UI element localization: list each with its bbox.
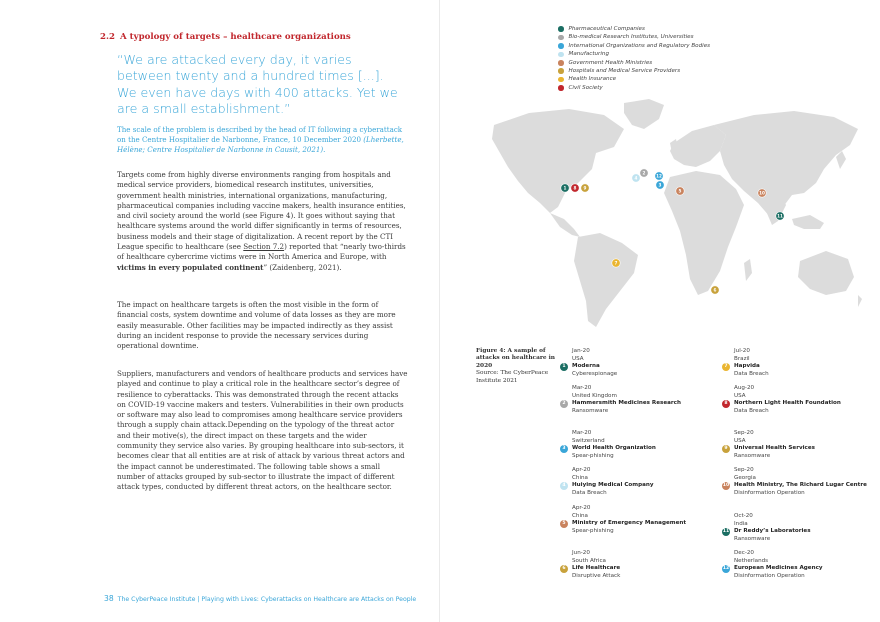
- entry-number-badge: 2: [560, 400, 568, 408]
- attack-entry: [562, 550, 712, 580]
- svg-text:8: 8: [573, 185, 577, 191]
- legend-label: International Organizations and Regulatory Bodies: [568, 42, 711, 49]
- entry-attack-type: Ransomware: [572, 407, 609, 414]
- entry-attack-type: Data Breach: [572, 489, 607, 496]
- entry-attack-type: Disruptive Attack: [572, 572, 621, 579]
- svg-text:3: 3: [658, 182, 662, 188]
- paragraph-targets: [117, 170, 409, 273]
- entry-number-badge: 5: [560, 520, 568, 528]
- attack-entry: [722, 467, 874, 497]
- entry-date: Jun-20: [572, 550, 590, 556]
- entry-organization: [562, 445, 712, 453]
- svg-text:9: 9: [583, 185, 587, 191]
- entry-country: Georgia: [734, 474, 756, 481]
- entry-country: United Kingdom: [572, 392, 617, 399]
- legend-label: Health Insurance: [568, 76, 617, 83]
- legend-label: Pharmaceutical Companies: [568, 26, 645, 32]
- para1-bold: victims in every populated continent: [117, 262, 264, 272]
- attack-entry: [724, 385, 874, 415]
- entry-number-badge: 8: [722, 400, 730, 408]
- entry-number-badge: 9: [722, 445, 730, 453]
- svg-text:5: 5: [678, 188, 682, 194]
- figure-source: Source: The CyberPeace Institute 2021: [476, 370, 549, 384]
- entry-date: Oct-20: [734, 513, 753, 519]
- entry-org-name: Huiying Medical Company: [572, 482, 654, 489]
- legend-label: Bio-medical Research Institutes, Universities: [568, 34, 694, 41]
- entry-org-name: World Health Organization: [572, 445, 656, 452]
- entry-date: Sep-20: [734, 467, 754, 473]
- entry-country: China: [572, 474, 588, 481]
- svg-text:1: 1: [563, 185, 567, 191]
- entry-country: Netherlands: [734, 557, 769, 564]
- entry-organization: [722, 528, 874, 536]
- entry-organization: [724, 363, 874, 371]
- section-number: 2.2: [100, 32, 115, 42]
- entry-country: China: [572, 512, 588, 519]
- entry-country: India: [734, 520, 748, 527]
- entry-attack-type: Ransomware: [734, 535, 771, 542]
- attack-entry: [724, 430, 874, 460]
- entry-organization: [562, 400, 712, 408]
- entry-organization: [562, 520, 712, 528]
- entry-date: Dec-20: [734, 550, 754, 556]
- entry-date: Aug-20: [734, 385, 755, 391]
- entry-org-name: Health Ministry, The Richard Lugar Centre: [734, 482, 867, 489]
- quote-citation: (Lherbette, Hélène; Centre Hospitalier de Narbonne in Causit, 2021).: [117, 135, 404, 155]
- attack-entry: [722, 513, 874, 543]
- svg-text:4: 4: [634, 175, 638, 181]
- page-number: 38: [104, 594, 114, 603]
- entry-org-name: Universal Health Services: [734, 445, 815, 452]
- quote-source: [117, 125, 407, 156]
- attack-entries: [440, 0, 880, 622]
- svg-text:2: 2: [642, 170, 646, 176]
- entry-date: Mar-20: [572, 430, 592, 436]
- legend-label: Civil Society: [568, 84, 603, 91]
- attack-entry: [562, 430, 712, 460]
- entry-organization: [724, 400, 874, 408]
- entry-organization: [722, 482, 874, 490]
- entry-attack-type: Disinformation Operation: [734, 489, 805, 496]
- right-page: [440, 0, 880, 622]
- entry-attack-type: Disinformation Operation: [734, 572, 805, 579]
- attack-entry: [562, 505, 712, 535]
- entry-number-badge: 7: [722, 363, 730, 371]
- attack-entry: [722, 550, 874, 580]
- entry-number-badge: 11: [722, 529, 730, 535]
- entry-attack-type: Data Breach: [734, 407, 769, 414]
- entry-country: South Africa: [572, 557, 606, 564]
- pull-quote: “We are attacked every day, it varies between twenty and a hundred times [...]. We even have days with 400 attacks. Yet we are a small establishment.”: [117, 52, 398, 117]
- entry-org-name: Ministry of Emergency Management: [572, 520, 687, 527]
- entry-number-badge: 12: [722, 566, 730, 572]
- page-footer: [104, 594, 416, 603]
- entry-attack-type: Spear-phishing: [572, 452, 614, 459]
- paragraph-impact: The impact on healthcare targets is often the most visible in the form of financial costs, system downtime and volume of data losses as they are more easily measurable. Other facilities may be impacted indirectly as they assist during an incident response to provide the necessary services during operational downtime.: [117, 300, 396, 351]
- entry-org-name: Hapvida: [734, 363, 760, 370]
- entry-org-name: European Medicines Agency: [734, 565, 823, 572]
- quote-source-text: The scale of the problem is described by the head of IT following a cyberattack on the Centre Hospitalier de Narbonne, France, 10 December 2020: [117, 125, 403, 145]
- footer-text: The CyberPeace Institute | Playing with Lives: Cyberattacks on Healthcare are Attacks on People: [117, 596, 417, 603]
- entry-organization: [562, 363, 712, 371]
- section-title: A typology of targets – healthcare organizations: [119, 32, 351, 42]
- legend-label: Government Health Ministries: [568, 59, 653, 66]
- section-7-2-link[interactable]: Section 7.2: [243, 242, 285, 252]
- entry-organization: [562, 565, 712, 573]
- para1-part-a: Targets come from highly diverse environments ranging from hospitals and medical service providers, biomedical research institutes, universities, government health ministries, international organizations, manufacturing, pharmaceutical companies including vaccine makers, health insurance entities, and civil society around the world (see Figure 4). It goes without saying that healthcare systems around the world differ significantly in terms of resources, business models and their stage of digitalization. A recent report by the CTI League specific to healthcare (see: [117, 170, 406, 252]
- legend-label: Manufacturing: [568, 51, 610, 58]
- entry-country: Brazil: [734, 355, 750, 362]
- svg-text:7: 7: [614, 260, 618, 266]
- entry-organization: [724, 445, 874, 453]
- entry-attack-type: Spear-phishing: [572, 527, 614, 534]
- legend-label: Hospitals and Medical Service Providers: [568, 67, 681, 74]
- entry-date: Jan-20: [572, 348, 590, 354]
- entry-attack-type: Data Breach: [734, 370, 769, 377]
- entry-number-badge: 4: [560, 482, 568, 490]
- paragraph-suppliers: Suppliers, manufacturers and vendors of healthcare products and services have played and continue to play a critical role in the healthcare sector’s degree of resilience to cyberattacks. This was demonstrated through the recent attacks on COVID-19 vaccine makers and testers. Vulnerabilities in their own products or software may also lead to compromises among healthcare service providers through a supply chain attack.Depending on the typology of the threat actor and their motive(s), the direct impact on these targets and the wider community they service also varies. By grouping healthcare into sub-sectors, it becomes clear that all entities are at risk of attack by various threat actors and the impact cannot be underestimated. The following table shows a small number of attacks grouped by sub-sector to illustrate the impact of different attack types, conducted by different threat actors, on the healthcare sector.: [117, 369, 408, 492]
- entry-country: USA: [572, 355, 584, 362]
- entry-number-badge: 6: [560, 565, 568, 573]
- entry-organization: [562, 482, 712, 490]
- attack-entry: [562, 467, 712, 497]
- attack-entry: [724, 348, 874, 378]
- entry-number-badge: 3: [560, 445, 568, 453]
- entry-org-name: Northern Light Health Foundation: [734, 400, 841, 407]
- para1-part-b: ) reported that “nearly two-thirds of healthcare cybercrime victims were in North America and Europe, with: [117, 242, 406, 262]
- entry-attack-type: Ransomware: [734, 452, 771, 459]
- para1-part-c: ” (Zaidenberg, 2021).: [263, 262, 342, 272]
- entry-org-name: Dr Reddy’s Laboratories: [734, 528, 811, 535]
- entry-date: Mar-20: [572, 385, 592, 391]
- entry-date: Apr-20: [572, 505, 591, 511]
- entry-date: Apr-20: [572, 467, 591, 473]
- entry-organization: [722, 565, 874, 573]
- entry-org-name: Life Healthcare: [572, 565, 621, 572]
- svg-text:12: 12: [656, 173, 662, 179]
- entry-org-name: Hammersmith Medicines Research: [572, 400, 681, 407]
- attack-entry: [562, 385, 712, 415]
- entry-number-badge: 10: [722, 483, 730, 489]
- entry-country: USA: [734, 392, 746, 399]
- entry-attack-type: Cyberespionage: [572, 370, 618, 377]
- svg-text:6: 6: [713, 287, 717, 293]
- svg-text:11: 11: [777, 213, 783, 219]
- entry-number-badge: 1: [560, 363, 568, 371]
- entry-date: Jul-20: [734, 348, 750, 354]
- svg-text:10: 10: [759, 190, 765, 196]
- section-heading: [100, 32, 351, 42]
- entry-country: Switzerland: [572, 437, 605, 444]
- entry-country: USA: [734, 437, 746, 444]
- entry-org-name: Moderna: [572, 363, 600, 370]
- attack-entry: [562, 348, 712, 378]
- entry-date: Sep-20: [734, 430, 754, 436]
- figure-title: Figure 4: A sample of attacks on healthcare in 2020: [476, 348, 556, 369]
